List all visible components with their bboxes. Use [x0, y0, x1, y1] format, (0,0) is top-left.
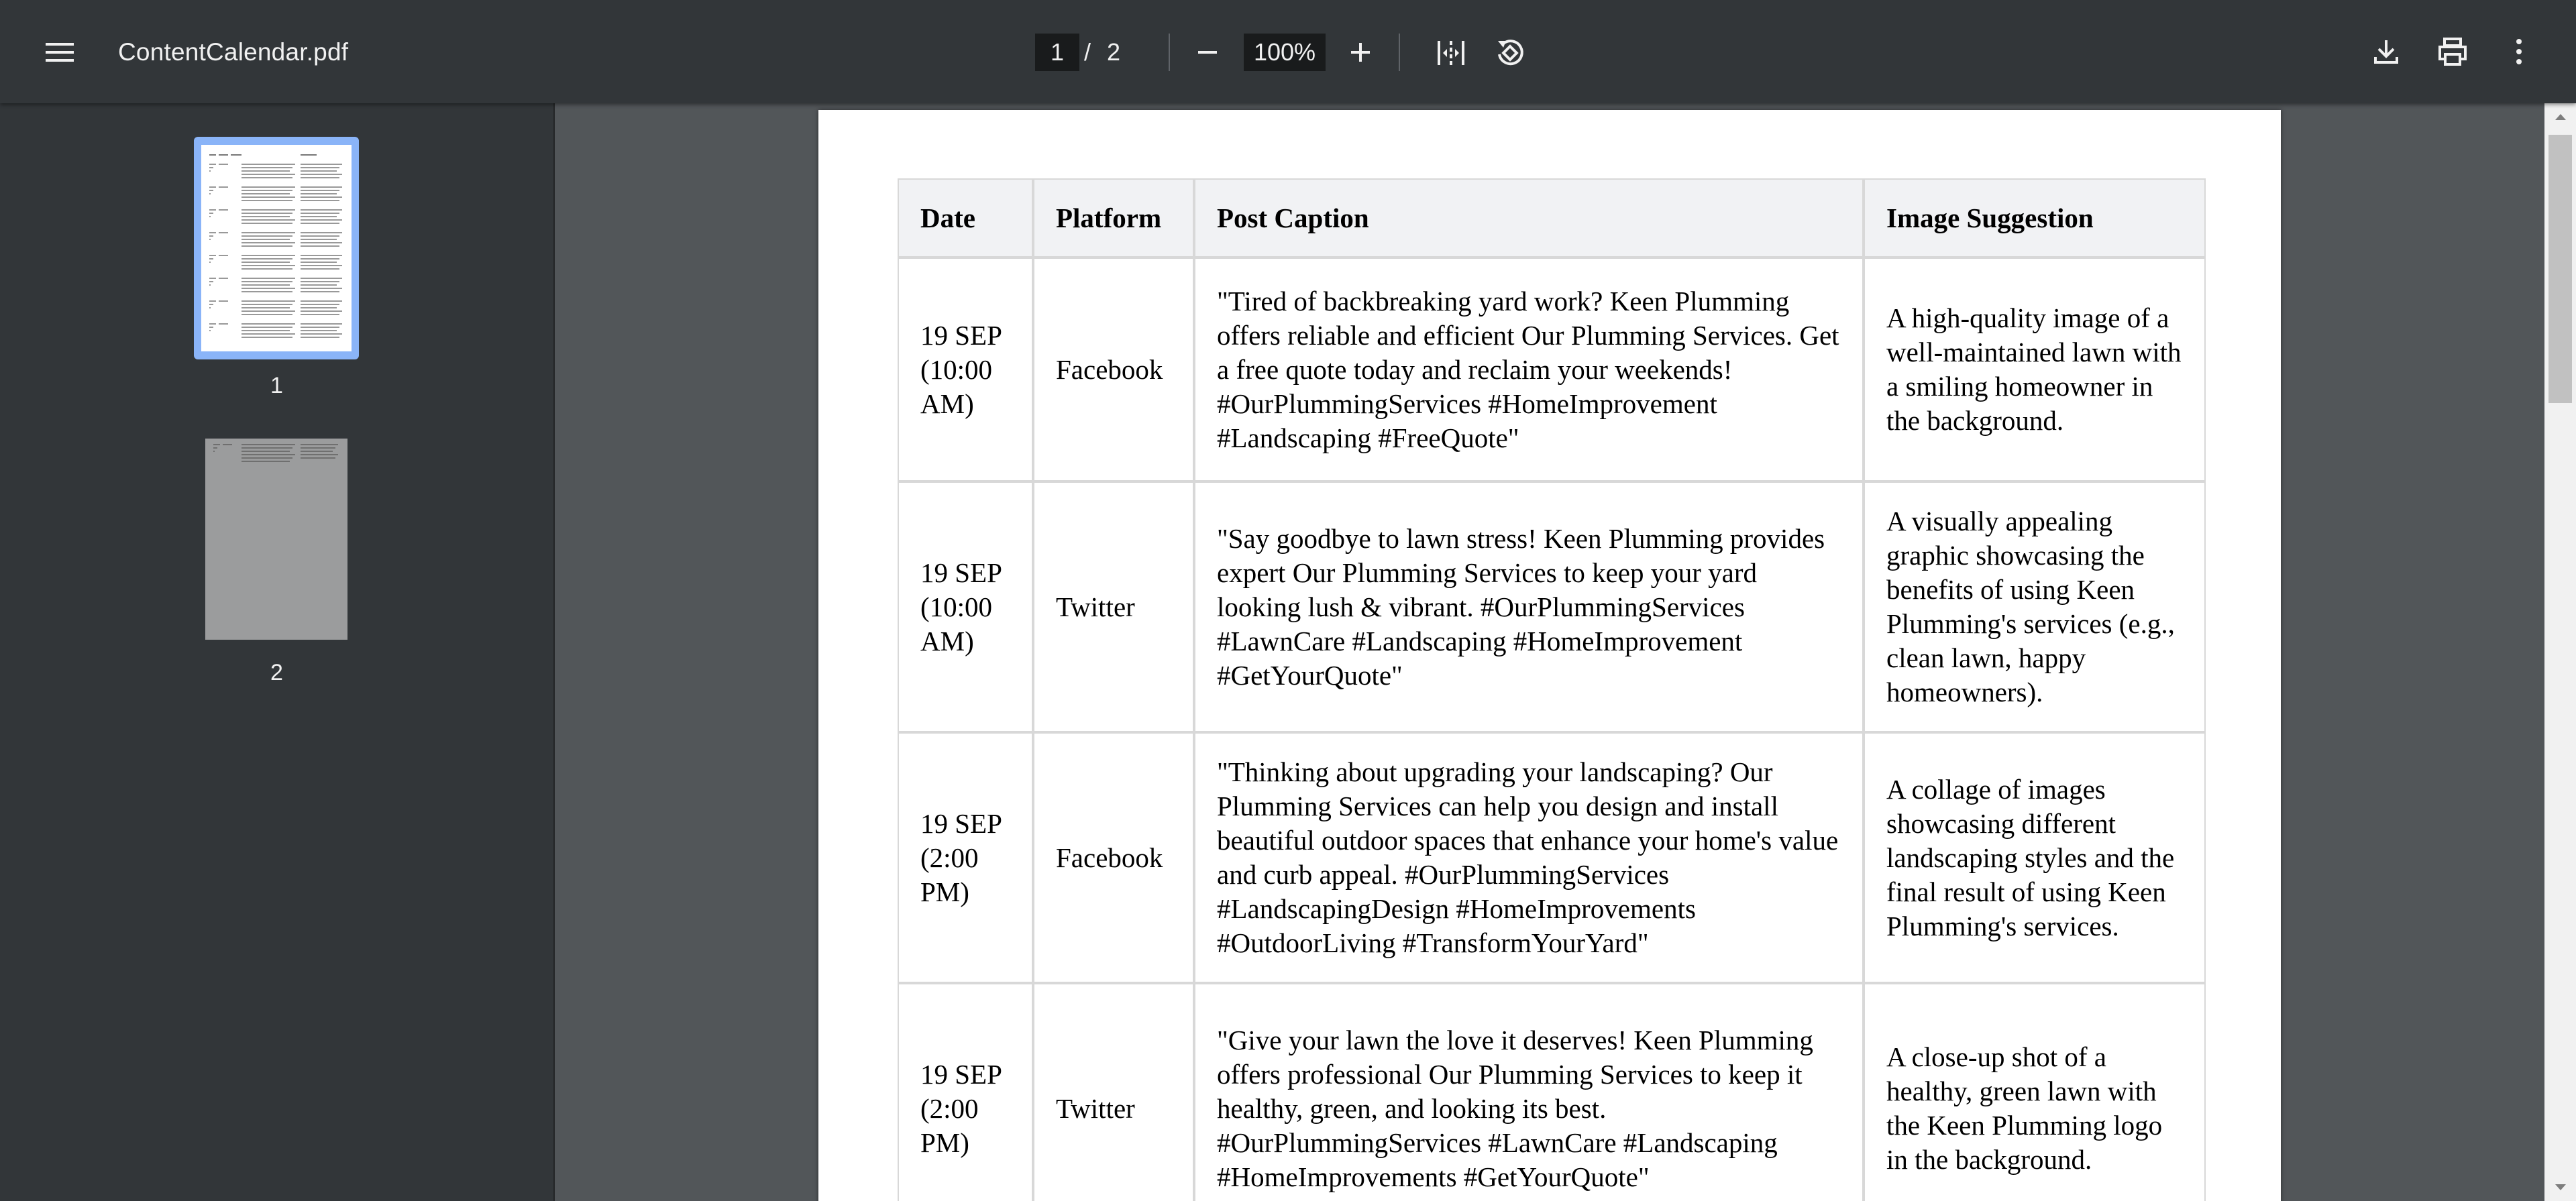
thumbnail-text-line	[209, 327, 213, 328]
thumbnail-text-line	[241, 327, 292, 328]
thumbnail-text-line	[301, 310, 342, 312]
date-cell: 19 SEP (2:00 PM)	[898, 732, 1033, 983]
thumbnail-text-line	[301, 444, 338, 445]
thumbnail-text-line	[241, 333, 295, 335]
scroll-down-button[interactable]	[2544, 1174, 2576, 1201]
thumbnail-text-line	[241, 300, 295, 302]
fit-to-page-button[interactable]	[1429, 31, 1473, 75]
thumbnail-text-line	[241, 167, 292, 168]
thumbnail-text-line	[241, 451, 290, 452]
thumbnail-text-line	[301, 255, 342, 256]
thumbnail-text-line	[209, 235, 213, 237]
thumbnail-text-line	[301, 447, 335, 449]
thumbnail-text-line	[209, 190, 213, 191]
image-suggestion-cell: A collage of images showcasing different landscaping styles and the final result of using Keen Plumming's services.	[1864, 732, 2206, 983]
thumbnail-text-line	[241, 278, 295, 279]
thumbnail-text-line	[241, 337, 292, 338]
thumbnail-text-line	[241, 174, 295, 175]
thumbnail-text-line	[301, 323, 342, 325]
page-number-input[interactable]	[1035, 34, 1079, 71]
page-thumbnail-1[interactable]	[0, 137, 553, 398]
thumbnail-text-line	[301, 284, 337, 286]
pdf-page	[818, 110, 2281, 1201]
thumbnail-text-line	[301, 330, 337, 331]
thumbnail-text-line	[301, 304, 339, 305]
thumbnail-text-line	[241, 314, 292, 315]
thumbnail-text-line	[223, 444, 232, 445]
rotate-counterclockwise-icon	[1494, 37, 1526, 69]
header-date: Date	[898, 178, 1033, 258]
thumbnail-text-line	[301, 258, 339, 260]
thumbnail-text-line	[241, 213, 292, 214]
thumbnail-text-line	[209, 213, 213, 214]
thumbnail-text-line	[301, 268, 339, 270]
thumbnail-text-line	[219, 209, 228, 211]
thumbnail-text-line	[241, 223, 292, 224]
thumbnail-page-content	[205, 439, 347, 640]
table-row	[898, 983, 2206, 1201]
platform-cell: Facebook	[1033, 732, 1194, 983]
thumbnail-text-line	[219, 323, 228, 325]
thumbnail-text-line	[301, 200, 339, 201]
thumbnail-text-line	[241, 245, 292, 247]
thumbnail-text-line	[209, 323, 216, 325]
thumbnail-text-line	[241, 255, 295, 256]
thumbnail-text-line	[301, 154, 317, 156]
thumbnail-text-line	[209, 239, 211, 240]
date-cell: 19 SEP (10:00 AM)	[898, 481, 1033, 732]
date-cell: 19 SEP (2:00 PM)	[898, 983, 1033, 1201]
thumbnail-text-line	[241, 444, 295, 445]
thumbnail-text-line	[241, 454, 295, 455]
thumbnail-text-line	[301, 193, 337, 194]
thumbnail-text-line	[301, 232, 342, 233]
pdf-toolbar	[0, 0, 2576, 103]
thumbnail-text-line	[219, 186, 228, 188]
vertical-scrollbar[interactable]	[2544, 103, 2576, 1201]
thumbnail-text-line	[209, 193, 211, 194]
thumbnail-text-line	[301, 451, 333, 452]
thumbnail-text-line	[301, 300, 342, 302]
thumbnail-text-line	[241, 262, 290, 263]
zoom-in-button[interactable]	[1339, 31, 1382, 74]
thumbnail-text-line	[301, 235, 339, 237]
thumbnail-text-line	[209, 232, 216, 233]
thumbnail-text-line	[301, 457, 335, 459]
thumbnail-text-line	[209, 304, 213, 305]
thumbnail-text-line	[301, 190, 339, 191]
thumbnail-text-line	[301, 337, 339, 338]
thumbnail-text-line	[241, 447, 292, 449]
more-options-button[interactable]	[2497, 30, 2541, 74]
table-row	[898, 732, 2206, 983]
thumbnail-text-line	[301, 164, 342, 165]
thumbnail-text-line	[219, 255, 228, 256]
thumbnail-text-line	[241, 310, 295, 312]
toolbar-divider	[1399, 34, 1400, 71]
thumbnail-text-line	[241, 258, 292, 260]
thumbnail-text-line	[241, 177, 292, 178]
thumbnail-text-line	[241, 170, 290, 172]
thumbnail-text-line	[219, 278, 228, 279]
minus-icon	[1197, 42, 1218, 63]
thumbnail-text-line	[209, 164, 216, 165]
image-suggestion-cell: A visually appealing graphic showcasing the benefits of using Keen Plumming's services (e.g., clean lawn, happy homeowners).	[1864, 481, 2206, 732]
scroll-up-button[interactable]	[2544, 103, 2576, 130]
thumbnail-text-line	[241, 235, 292, 237]
caption-cell: "Thinking about upgrading your landscaping? Our Plumming Services can help you design and install beautiful outdoor spaces that enhance your home's value and curb appeal. #OurPlummingServices #LandscapingDesign #HomeImprovements #OutdoorLiving #TransformYourYard"	[1194, 732, 1864, 983]
page-total: 2	[1107, 38, 1121, 66]
table-row	[898, 258, 2206, 481]
thumbnail-text-line	[241, 291, 292, 292]
thumbnail-text-line	[301, 262, 337, 263]
header-image-suggestion: Image Suggestion	[1864, 178, 2206, 258]
zoom-out-button[interactable]	[1186, 31, 1229, 74]
thumbnail-text-line	[241, 323, 295, 325]
zoom-level-input[interactable]	[1244, 34, 1326, 71]
thumbnail-text-line	[241, 232, 295, 233]
thumbnail-text-line	[241, 209, 295, 211]
thumbnail-text-line	[241, 196, 295, 198]
thumbnail-text-line	[301, 265, 342, 266]
thumbnail-text-line	[301, 186, 342, 188]
thumbnail-text-line	[209, 278, 216, 279]
plus-icon	[1350, 42, 1371, 63]
toolbar-divider	[1169, 34, 1170, 71]
thumbnail-text-line	[241, 219, 295, 221]
header-post-caption: Post Caption	[1194, 178, 1864, 258]
thumbnail-text-line	[209, 281, 213, 282]
thumbnail-text-line	[241, 307, 290, 308]
thumbnail-text-line	[241, 216, 290, 217]
download-button[interactable]	[2364, 30, 2408, 74]
thumbnail-text-line	[301, 223, 339, 224]
thumbnail-page-preview	[205, 439, 347, 640]
thumbnail-text-line	[301, 245, 339, 247]
scrollbar-thumb[interactable]	[2548, 135, 2572, 403]
platform-cell: Twitter	[1033, 983, 1194, 1201]
thumbnail-text-line	[301, 242, 342, 243]
thumbnail-text-line	[241, 186, 295, 188]
table-header-row	[898, 178, 2206, 258]
thumbnail-text-line	[301, 327, 339, 328]
table-row	[898, 481, 2206, 732]
thumbnail-text-line	[219, 154, 228, 156]
document-title: ContentCalendar.pdf	[118, 38, 349, 66]
thumbnail-text-line	[213, 447, 217, 449]
thumbnail-label: 2	[270, 660, 283, 685]
thumbnail-text-line	[241, 239, 290, 240]
thumbnail-text-line	[301, 307, 337, 308]
print-icon	[2437, 38, 2468, 66]
thumbnail-text-line	[213, 444, 220, 445]
thumbnail-text-line	[209, 216, 211, 217]
thumbnail-text-line	[301, 291, 339, 292]
thumbnail-text-line	[301, 209, 342, 211]
thumbnail-text-line	[241, 200, 292, 201]
thumbnail-text-line	[241, 330, 290, 331]
content-calendar-table	[898, 178, 2206, 1201]
thumbnail-text-line	[241, 190, 292, 191]
thumbnail-text-line	[241, 457, 292, 459]
thumbnail-text-line	[209, 170, 211, 172]
document-viewer[interactable]	[555, 103, 2544, 1201]
thumbnail-text-line	[301, 170, 337, 172]
image-suggestion-cell: A close-up shot of a healthy, green lawn with the Keen Plumming logo in the background.	[1864, 983, 2206, 1201]
thumbnail-text-line	[209, 330, 211, 331]
date-cell: 19 SEP (10:00 AM)	[898, 258, 1033, 481]
platform-cell: Twitter	[1033, 481, 1194, 732]
page-thumbnail-2[interactable]	[0, 439, 553, 693]
thumbnail-text-line	[209, 300, 216, 302]
thumbnail-text-line	[301, 278, 342, 279]
download-icon	[2373, 38, 2400, 65]
thumbnail-text-line	[209, 284, 211, 286]
print-button[interactable]	[2430, 30, 2475, 74]
thumbnail-text-line	[241, 242, 295, 243]
thumbnail-text-line	[301, 333, 342, 335]
thumbnail-text-line	[213, 451, 215, 452]
thumbnail-page-preview	[201, 145, 352, 351]
thumbnail-text-line	[301, 213, 339, 214]
thumbnail-text-line	[301, 216, 337, 217]
thumbnail-sidebar	[0, 103, 555, 1201]
platform-cell: Facebook	[1033, 258, 1194, 481]
thumbnail-text-line	[241, 268, 292, 270]
thumbnail-text-line	[241, 461, 290, 462]
thumbnail-text-line	[301, 281, 339, 282]
thumbnail-text-line	[301, 454, 338, 455]
thumbnail-text-line	[301, 167, 339, 168]
thumbnail-text-line	[241, 284, 290, 286]
header-platform: Platform	[1033, 178, 1194, 258]
thumbnail-text-line	[301, 314, 339, 315]
scroll-down-arrow-icon	[2555, 1184, 2567, 1192]
caption-cell: "Tired of backbreaking yard work? Keen Plumming offers reliable and efficient Our Plumming Services. Get a free quote today and reclaim your weekends! #OurPlummingServices #HomeImprovement #Landscaping #FreeQuote"	[1194, 258, 1864, 481]
thumbnail-text-line	[301, 239, 337, 240]
thumbnail-text-line	[301, 219, 342, 221]
fit-to-page-icon	[1436, 38, 1466, 68]
caption-cell: "Say goodbye to lawn stress! Keen Plumming provides expert Our Plumming Services to keep your yard looking lush & vibrant. #OurPlummingServices #LawnCare #Landscaping #HomeImprovement #GetYourQuote"	[1194, 481, 1864, 732]
thumbnail-text-line	[241, 304, 292, 305]
thumbnail-text-line	[301, 288, 342, 289]
thumbnail-text-line	[301, 196, 342, 198]
thumbnail-text-line	[241, 164, 295, 165]
thumbnail-text-line	[219, 300, 228, 302]
thumbnail-text-line	[241, 281, 292, 282]
thumbnail-text-line	[219, 164, 228, 165]
thumbnail-text-line	[219, 232, 228, 233]
scroll-up-arrow-icon	[2555, 113, 2567, 121]
rotate-button[interactable]	[1488, 31, 1532, 75]
hamburger-menu-icon	[46, 42, 74, 63]
image-suggestion-cell: A high-quality image of a well-maintained lawn with a smiling homeowner in the background.	[1864, 258, 2206, 481]
thumbnail-label: 1	[270, 373, 283, 398]
thumbnail-text-line	[209, 307, 211, 308]
thumbnail-text-line	[241, 288, 295, 289]
thumbnail-text-line	[209, 186, 216, 188]
thumbnail-text-line	[301, 177, 339, 178]
thumbnail-text-line	[241, 193, 290, 194]
thumbnail-text-line	[209, 255, 216, 256]
thumbnail-text-line	[209, 258, 213, 260]
thumbnail-text-line	[209, 209, 216, 211]
caption-cell: "Give your lawn the love it deserves! Keen Plumming offers professional Our Plumming Services to keep it healthy, green, and looking its best. #OurPlummingServices #LawnCare #Landscaping #HomeImprovements #GetYourQuote"	[1194, 983, 1864, 1201]
page-separator: /	[1084, 38, 1091, 66]
thumbnail-text-line	[209, 154, 216, 156]
thumbnail-text-line	[301, 174, 342, 175]
thumbnail-selection-frame	[194, 137, 359, 359]
menu-button[interactable]	[36, 30, 83, 74]
thumbnail-text-line	[209, 262, 211, 263]
thumbnail-text-line	[231, 154, 241, 156]
more-vertical-icon	[2515, 38, 2523, 65]
thumbnail-text-line	[241, 265, 295, 266]
thumbnail-text-line	[209, 167, 213, 168]
